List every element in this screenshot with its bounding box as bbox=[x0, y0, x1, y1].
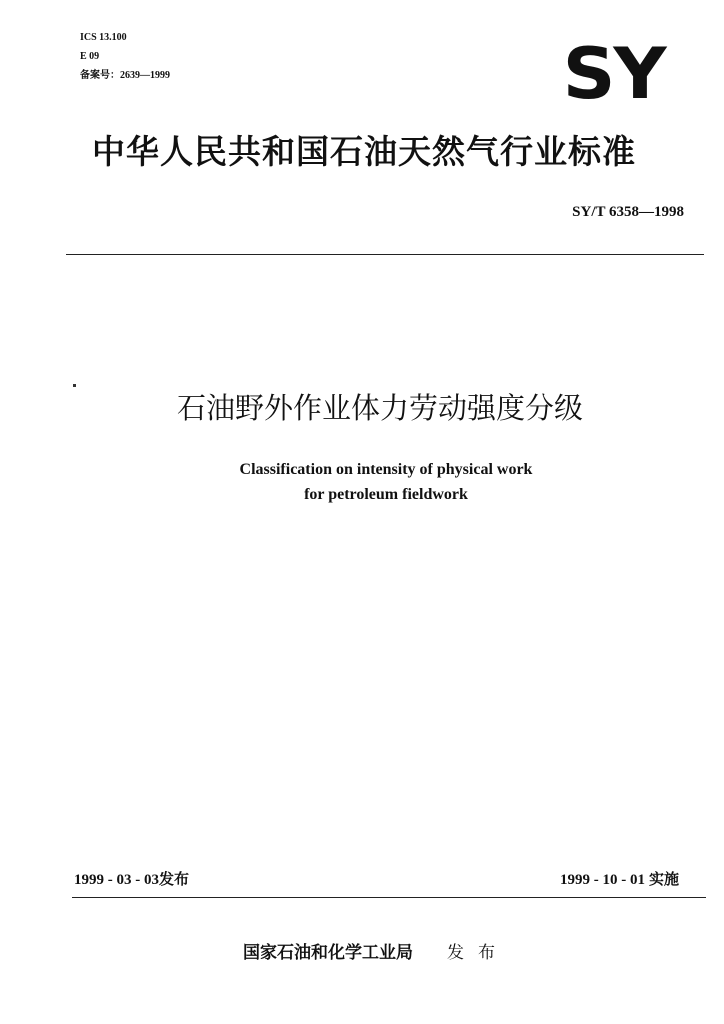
margin-dot bbox=[73, 384, 76, 387]
sy-logo: SY bbox=[562, 33, 665, 115]
footer-divider bbox=[72, 897, 706, 898]
document-title-en-line2: for petroleum fieldwork bbox=[304, 486, 468, 503]
issue-date-block bbox=[74, 868, 189, 889]
effective-label: 实施 bbox=[649, 870, 680, 888]
class-code: E 09 bbox=[80, 51, 100, 62]
issue-date: 1999 - 03 - 03 bbox=[74, 872, 159, 888]
release-label: 发布 bbox=[447, 943, 509, 963]
effective-date: 1999 - 10 - 01 bbox=[560, 872, 645, 888]
header-divider bbox=[66, 254, 704, 255]
standard-category-title: 中华人民共和国石油天然气行业标准 bbox=[92, 132, 636, 171]
issue-label: 发布 bbox=[159, 870, 190, 888]
ics-code: ICS 13.100 bbox=[80, 32, 127, 43]
document-title-zh: 石油野外作业体力劳动强度分级 bbox=[176, 391, 583, 425]
issuer-block bbox=[243, 938, 509, 963]
filing-number: 备案号：2639—1999 bbox=[80, 70, 170, 81]
standard-number: SY/T 6358—1998 bbox=[572, 204, 684, 220]
effective-date-block bbox=[560, 868, 679, 889]
issuer-name: 国家石油和化学工业局 bbox=[243, 943, 413, 963]
document-title-en-line1: Classification on intensity of physical work bbox=[239, 461, 533, 478]
